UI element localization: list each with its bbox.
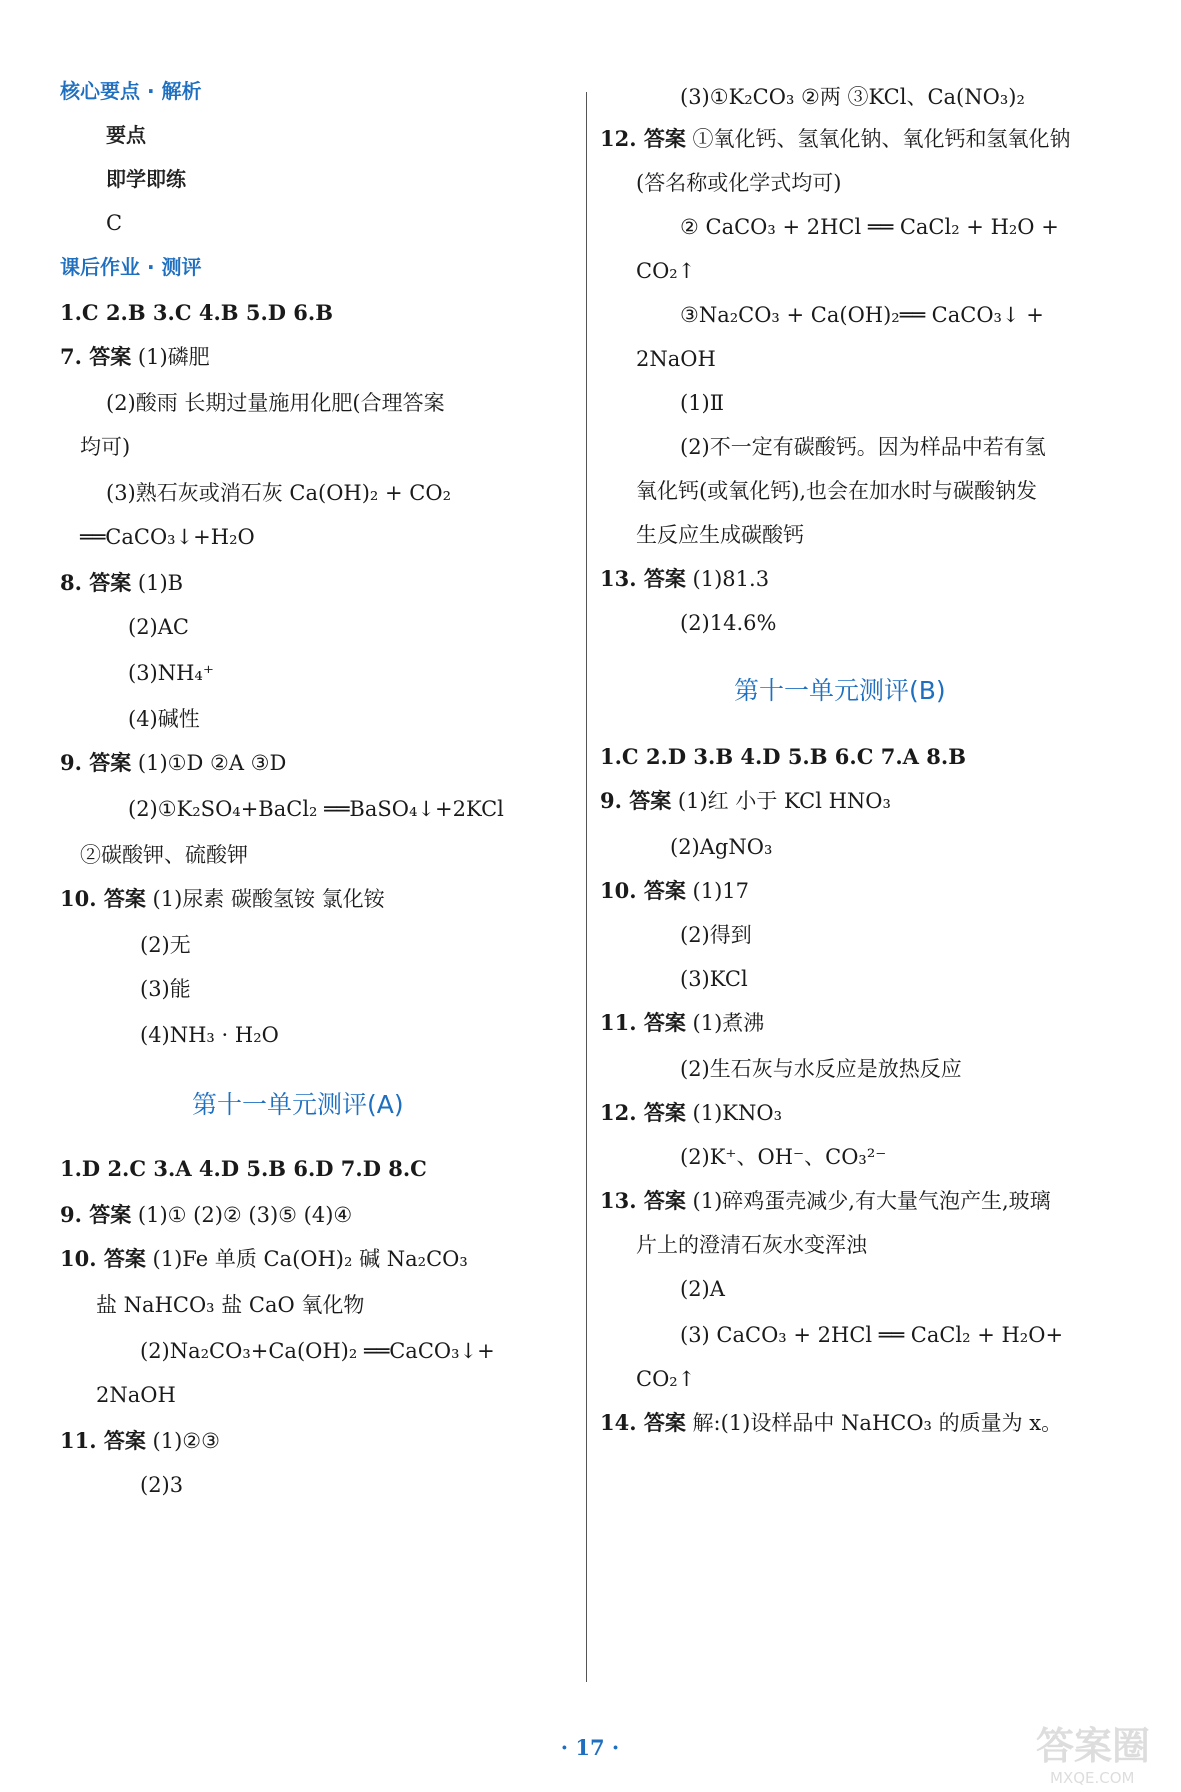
test-a-q9-number: 9. 答案 bbox=[60, 1202, 132, 1227]
q13-line-1 bbox=[600, 564, 769, 594]
answers-1-6: 1.C 2.B 3.C 4.B 5.D 6.B bbox=[60, 300, 333, 325]
test-b-q14-part1: 解:(1)设样品中 NaHCO₃ 的质量为 x。 bbox=[692, 1411, 1063, 1435]
q9-part1: (1)①D ②A ③D bbox=[137, 751, 287, 775]
subheading-key-points: 要点 bbox=[106, 123, 146, 147]
q10-number: 10. 答案 bbox=[60, 886, 146, 911]
q12-number: 12. 答案 bbox=[600, 126, 686, 151]
q9-line-3: ②碳酸钾、硫酸钾 bbox=[80, 843, 248, 867]
q7-line-3: 均可) bbox=[80, 435, 131, 459]
q10-line-2: (2)无 bbox=[140, 933, 191, 957]
test-a-q10-line-2: 盐 NaHCO₃ 盐 CaO 氧化物 bbox=[96, 1293, 365, 1317]
q12-line-7: (1)Ⅱ bbox=[680, 391, 725, 415]
test-b-q10-part1: (1)17 bbox=[692, 879, 750, 903]
q9-line-1 bbox=[60, 748, 286, 778]
test-b-q12-number: 12. 答案 bbox=[600, 1100, 686, 1125]
q13-line-2: (2)14.6% bbox=[680, 611, 777, 635]
test-b-q11-part1: (1)煮沸 bbox=[692, 1011, 765, 1035]
test-b-q13-line-2: 片上的澄清石灰水变浑浊 bbox=[636, 1233, 867, 1257]
test-b-q10-line-2: (2)得到 bbox=[680, 923, 752, 947]
test-a-q9-answer: (1)① (2)② (3)⑤ (4)④ bbox=[137, 1203, 353, 1227]
test-a-q11-line-1 bbox=[60, 1426, 220, 1456]
test-b-q10-line-3: (3)KCl bbox=[680, 967, 748, 991]
q7-line-1 bbox=[60, 342, 210, 372]
test-b-q11-line-2: (2)生石灰与水反应是放热反应 bbox=[680, 1057, 962, 1081]
q8-line-4: (4)碱性 bbox=[128, 707, 200, 731]
test-b-q12-part1: (1)KNO₃ bbox=[692, 1101, 782, 1125]
q7-line-4: (3)熟石灰或消石灰 Ca(OH)₂ + CO₂ bbox=[106, 481, 451, 505]
q12-line-3: ② CaCO₃ + 2HCl ══ CaCl₂ + H₂O + bbox=[680, 215, 1059, 239]
prev-q11-part3: (3)①K₂CO₃ ②两 ③KCl、Ca(NO₃)₂ bbox=[680, 85, 1025, 109]
test-b-q11-line-1 bbox=[600, 1008, 764, 1038]
test-b-q9-part1: (1)红 小于 KCl HNO₃ bbox=[677, 789, 891, 813]
unit-test-b-title: 第十一单元测评(B) bbox=[734, 676, 946, 705]
test-b-q14-line-1 bbox=[600, 1408, 1062, 1438]
q10-line-3: (3)能 bbox=[140, 977, 191, 1001]
test-a-q10-line-4: 2NaOH bbox=[96, 1383, 176, 1407]
test-a-q11-part1: (1)②③ bbox=[152, 1429, 220, 1453]
test-b-q9-line-1 bbox=[600, 786, 891, 816]
q8-part1: (1)B bbox=[137, 571, 184, 595]
q7-line-5: ══CaCO₃↓+H₂O bbox=[80, 525, 255, 549]
column-divider bbox=[586, 92, 587, 1682]
subheading-practice: 即学即练 bbox=[106, 167, 186, 191]
q7-line-2: (2)酸雨 长期过量施用化肥(合理答案 bbox=[106, 391, 445, 415]
q7-number: 7. 答案 bbox=[60, 344, 132, 369]
q12-line-2: (答名称或化学式均可) bbox=[636, 171, 842, 195]
q12-part1: ①氧化钙、氢氧化钠、氧化钙和氢氧化钠 bbox=[692, 127, 1071, 151]
test-a-answers-1-8: 1.D 2.C 3.A 4.D 5.B 6.D 7.D 8.C bbox=[60, 1156, 427, 1181]
q12-line-8: (2)不一定有碳酸钙。因为样品中若有氢 bbox=[680, 435, 1046, 459]
test-a-q10-line-3: (2)Na₂CO₃+Ca(OH)₂ ══CaCO₃↓+ bbox=[140, 1339, 495, 1363]
q12-line-5: ③Na₂CO₃ + Ca(OH)₂══ CaCO₃↓ + bbox=[680, 303, 1044, 327]
test-a-q10-number: 10. 答案 bbox=[60, 1246, 146, 1271]
test-b-q13-line-4: (3) CaCO₃ + 2HCl ══ CaCl₂ + H₂O+ bbox=[680, 1323, 1064, 1347]
watermark-logo bbox=[1030, 1715, 1175, 1787]
test-a-q11-line-2: (2)3 bbox=[140, 1473, 184, 1497]
q10-line-1 bbox=[60, 884, 385, 914]
test-a-q10-part1: (1)Fe 单质 Ca(OH)₂ 碱 Na₂CO₃ bbox=[152, 1247, 468, 1271]
test-b-q13-line-1 bbox=[600, 1186, 1051, 1216]
unit-test-a-title: 第十一单元测评(A) bbox=[192, 1090, 404, 1119]
test-b-q13-number: 13. 答案 bbox=[600, 1188, 686, 1213]
test-b-q11-number: 11. 答案 bbox=[600, 1010, 686, 1035]
test-b-q10-number: 10. 答案 bbox=[600, 878, 686, 903]
test-b-q9-number: 9. 答案 bbox=[600, 788, 672, 813]
watermark-text: 答案圈 bbox=[1036, 1724, 1151, 1768]
q12-line-6: 2NaOH bbox=[636, 347, 716, 371]
test-b-q14-number: 14. 答案 bbox=[600, 1410, 686, 1435]
q12-line-10: 生反应生成碳酸钙 bbox=[636, 523, 804, 547]
test-a-q9 bbox=[60, 1200, 352, 1230]
section-heading-homework: 课后作业 · 测评 bbox=[60, 255, 202, 279]
q8-line-1 bbox=[60, 568, 183, 598]
test-b-q12-line-1 bbox=[600, 1098, 782, 1128]
q10-line-4: (4)NH₃ · H₂O bbox=[140, 1023, 279, 1047]
test-b-q13-line-5: CO₂↑ bbox=[636, 1367, 696, 1391]
q10-part1: (1)尿素 碳酸氢铵 氯化铵 bbox=[152, 887, 385, 911]
q8-number: 8. 答案 bbox=[60, 570, 132, 595]
q13-part1: (1)81.3 bbox=[692, 567, 770, 591]
test-b-q10-line-1 bbox=[600, 876, 749, 906]
answer-practice: C bbox=[106, 211, 123, 235]
q12-line-9: 氧化钙(或氧化钙),也会在加水时与碳酸钠发 bbox=[636, 479, 1038, 503]
test-a-q10-line-1 bbox=[60, 1244, 468, 1274]
q7-part1: (1)磷肥 bbox=[137, 345, 210, 369]
test-a-q11-number: 11. 答案 bbox=[60, 1428, 146, 1453]
q9-number: 9. 答案 bbox=[60, 750, 132, 775]
test-b-q9-line-2: (2)AgNO₃ bbox=[670, 835, 773, 859]
q8-line-3: (3)NH₄⁺ bbox=[128, 661, 214, 685]
test-b-q13-line-3: (2)A bbox=[680, 1277, 725, 1301]
test-b-q13-part1: (1)碎鸡蛋壳减少,有大量气泡产生,玻璃 bbox=[692, 1189, 1051, 1213]
page-number: · 17 · bbox=[560, 1735, 620, 1760]
q8-line-2: (2)AC bbox=[128, 615, 189, 639]
q12-line-1 bbox=[600, 124, 1071, 154]
section-heading-core-points: 核心要点 · 解析 bbox=[60, 79, 202, 103]
q12-line-4: CO₂↑ bbox=[636, 259, 696, 283]
test-b-answers-1-8: 1.C 2.D 3.B 4.D 5.B 6.C 7.A 8.B bbox=[600, 744, 966, 769]
q13-number: 13. 答案 bbox=[600, 566, 686, 591]
q9-line-2: (2)①K₂SO₄+BaCl₂ ══BaSO₄↓+2KCl bbox=[128, 797, 504, 821]
test-b-q12-line-2: (2)K⁺、OH⁻、CO₃²⁻ bbox=[680, 1145, 887, 1169]
watermark-url: MXQE.COM bbox=[1050, 1769, 1135, 1787]
